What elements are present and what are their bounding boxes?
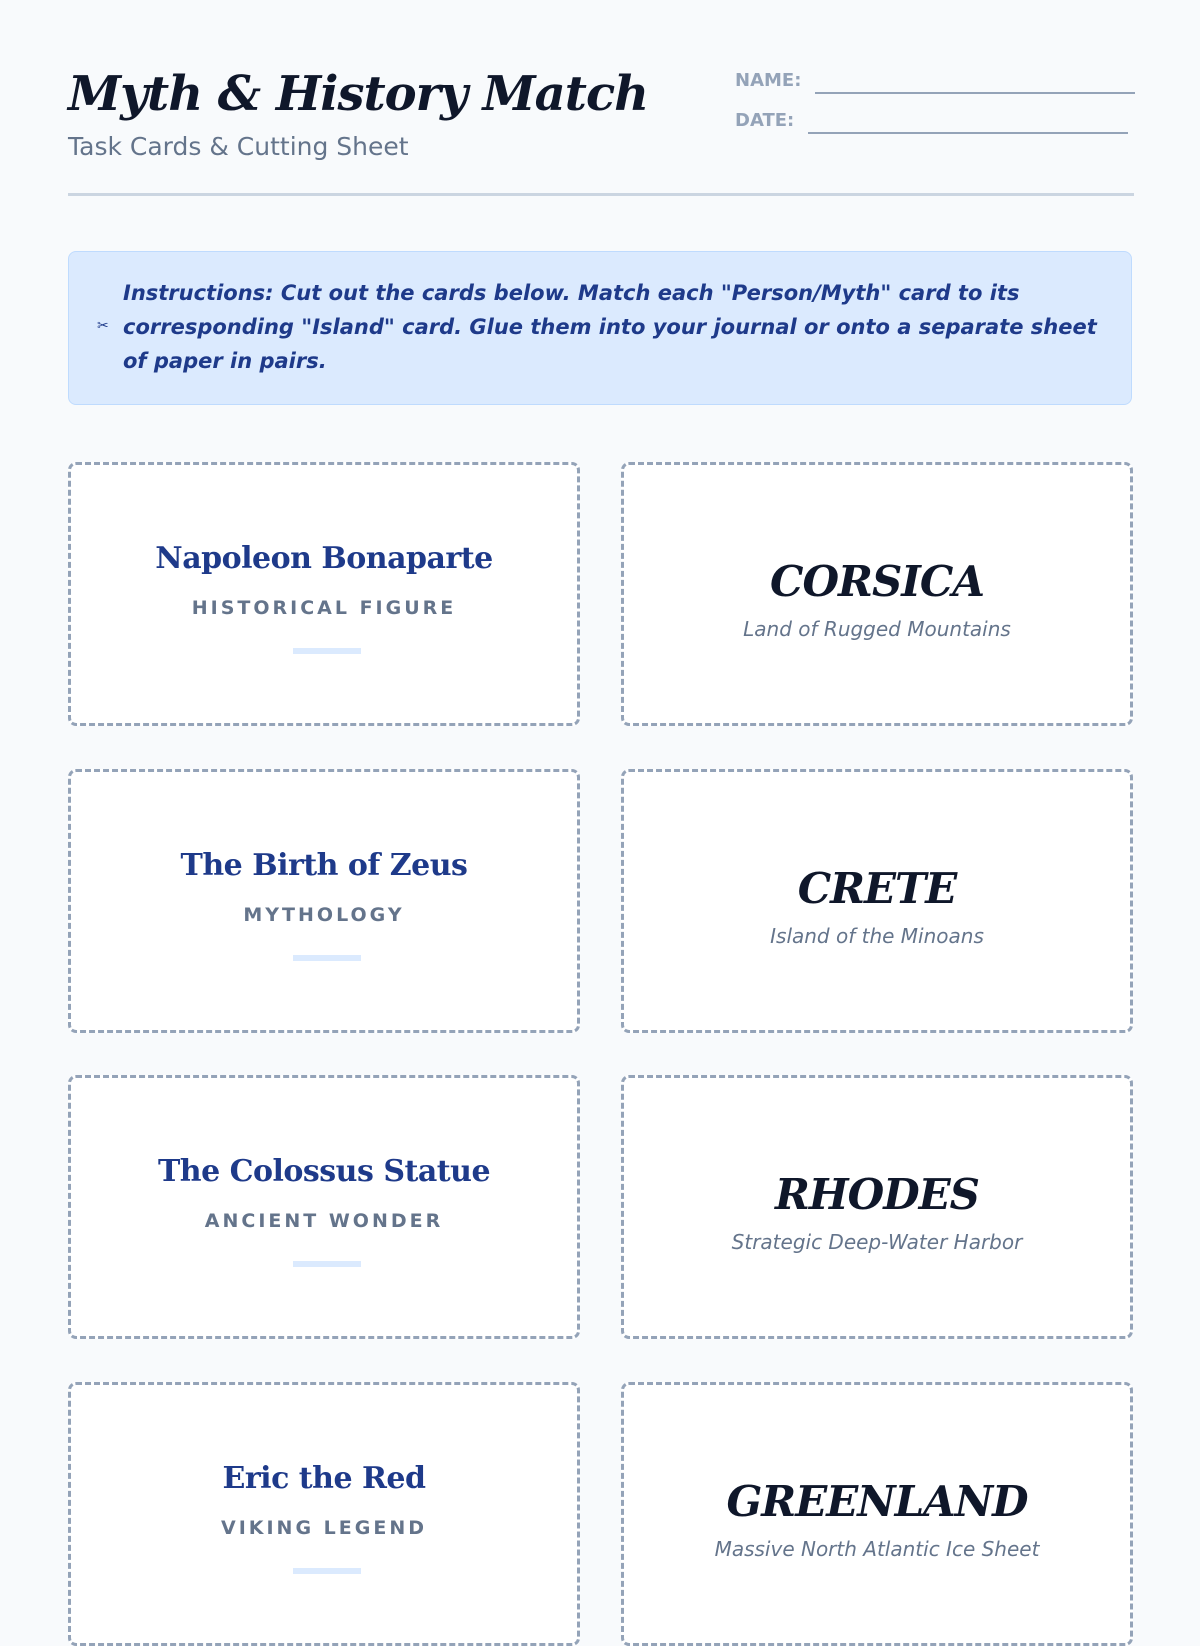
header-divider: [68, 193, 1134, 196]
subject-card-eric[interactable]: [68, 1382, 580, 1646]
name-field[interactable]: [815, 74, 1135, 94]
card-title: Eric the Red: [222, 1461, 426, 1496]
subject-card-napoleon[interactable]: [68, 462, 580, 726]
card-category: VIKING LEGEND: [220, 1517, 427, 1539]
subject-card-colossus[interactable]: [68, 1075, 580, 1339]
island-card-corsica[interactable]: [621, 462, 1133, 726]
island-description: Massive North Atlantic Ice Sheet: [714, 1537, 1040, 1561]
card-accent-bar: [293, 648, 361, 654]
date-field-group: [735, 108, 1128, 134]
card-accent-bar: [293, 955, 361, 961]
name-label: NAME:: [735, 70, 802, 91]
card-accent-bar: [293, 1568, 361, 1574]
subject-card-zeus[interactable]: [68, 769, 580, 1033]
card-title: The Colossus Statue: [157, 1154, 491, 1189]
card-category: HISTORICAL FIGURE: [191, 597, 457, 619]
island-card-greenland[interactable]: [621, 1382, 1133, 1646]
instructions-box: [68, 251, 1132, 405]
island-name: CORSICA: [770, 557, 984, 606]
island-description: Land of Rugged Mountains: [743, 617, 1011, 641]
island-name: GREENLAND: [726, 1477, 1028, 1526]
date-label: DATE:: [735, 110, 795, 131]
card-category: MYTHOLOGY: [243, 904, 405, 926]
scissors-icon: ✂: [97, 318, 109, 334]
card-title: Napoleon Bonaparte: [155, 541, 493, 576]
instructions-text: Instructions: Cut out the cards below. Match each "Person/Myth" card to its corresponding "Island" card. Glue them into your journal or onto a separate sheet of paper in pairs.: [123, 281, 1097, 373]
name-field-group: [735, 68, 1135, 94]
card-category: ANCIENT WONDER: [204, 1210, 444, 1232]
date-field[interactable]: [808, 114, 1128, 134]
island-card-crete[interactable]: [621, 769, 1133, 1033]
page-title: Myth & History Match: [68, 66, 649, 122]
island-card-rhodes[interactable]: [621, 1075, 1133, 1339]
worksheet-header: [68, 62, 1134, 196]
card-accent-bar: [293, 1261, 361, 1267]
island-description: Strategic Deep-Water Harbor: [731, 1230, 1023, 1254]
island-name: RHODES: [775, 1170, 979, 1219]
card-title: The Birth of Zeus: [180, 848, 468, 883]
page-subtitle: Task Cards & Cutting Sheet: [68, 132, 409, 161]
island-name: CRETE: [797, 864, 957, 913]
island-description: Island of the Minoans: [770, 924, 984, 948]
